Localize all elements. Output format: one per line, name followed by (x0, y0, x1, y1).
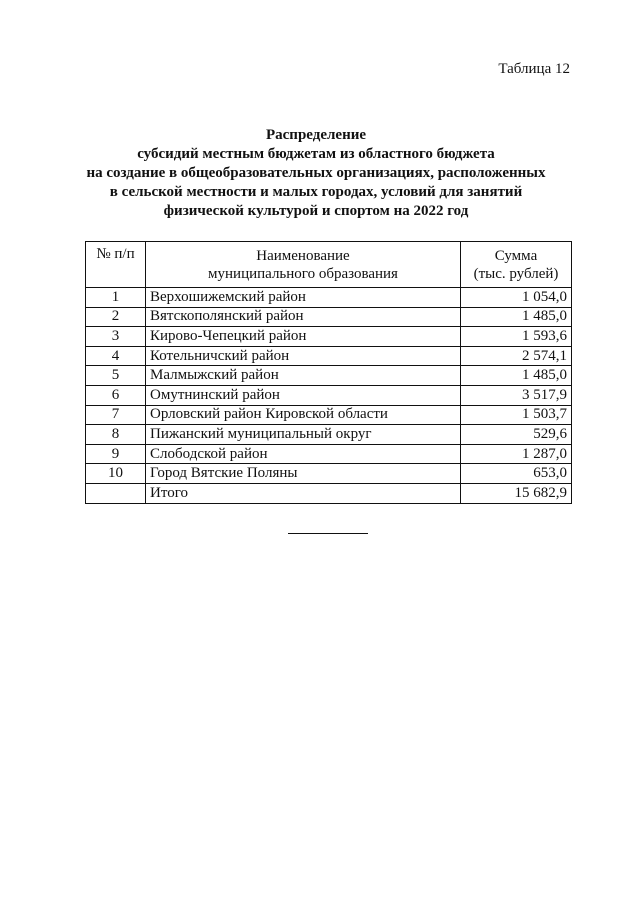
row-number: 3 (86, 327, 146, 347)
closing-divider (288, 533, 368, 534)
row-sum: 1 054,0 (461, 288, 572, 308)
row-number: 9 (86, 444, 146, 464)
row-number: 10 (86, 464, 146, 484)
table-row (86, 327, 572, 347)
table-total-row (86, 483, 572, 503)
row-number: 1 (86, 288, 146, 308)
table-header-row (86, 242, 572, 288)
row-sum: 3 517,9 (461, 385, 572, 405)
row-number: 5 (86, 366, 146, 386)
header-number-text: № п/п (96, 246, 135, 262)
title-line: в сельской местности и малых городах, условий для занятий (109, 184, 523, 200)
title-line: Распределение (265, 127, 367, 143)
header-name (146, 242, 461, 288)
row-name: Малмыжский район (146, 366, 461, 386)
row-number: 7 (86, 405, 146, 425)
row-sum: 653,0 (461, 464, 572, 484)
row-name: Кирово-Чепецкий район (146, 327, 461, 347)
row-name: Омутнинский район (146, 385, 461, 405)
header-sum (461, 242, 572, 288)
header-name-line1: Наименование (256, 247, 350, 264)
title-line: субсидий местным бюджетам из областного бюджета (137, 146, 495, 162)
row-name: Орловский район Кировской области (146, 405, 461, 425)
row-sum: 1 287,0 (461, 444, 572, 464)
row-sum: 1 485,0 (461, 366, 572, 386)
table-row (86, 405, 572, 425)
total-label: Итого (146, 483, 461, 503)
row-sum: 1 503,7 (461, 405, 572, 425)
row-number: 8 (86, 425, 146, 445)
header-sum-line2: (тыс. рублей) (473, 265, 559, 282)
document-title (0, 126, 632, 221)
table-row (86, 444, 572, 464)
table-row (86, 464, 572, 484)
total-sum: 15 682,9 (461, 483, 572, 503)
row-sum: 2 574,1 (461, 346, 572, 366)
row-sum: 1 593,6 (461, 327, 572, 347)
table-row (86, 366, 572, 386)
distribution-table (85, 241, 572, 504)
title-line: на создание в общеобразовательных организациях, расположенных (86, 165, 546, 181)
row-number: 6 (86, 385, 146, 405)
table-row (86, 346, 572, 366)
total-number-empty (86, 483, 146, 503)
row-name: Пижанский муниципальный округ (146, 425, 461, 445)
row-name: Вятскополянский район (146, 307, 461, 327)
header-number (86, 242, 146, 288)
table-row (86, 425, 572, 445)
table-row (86, 288, 572, 308)
row-name: Верхошижемский район (146, 288, 461, 308)
row-sum: 529,6 (461, 425, 572, 445)
table-number-label: Таблица 12 (498, 61, 570, 77)
title-line: физической культурой и спортом на 2022 год (163, 203, 469, 219)
row-sum: 1 485,0 (461, 307, 572, 327)
table-row (86, 307, 572, 327)
row-name: Котельничский район (146, 346, 461, 366)
row-name: Слободской район (146, 444, 461, 464)
header-name-line2: муниципального образования (208, 265, 398, 282)
row-number: 2 (86, 307, 146, 327)
table-row (86, 385, 572, 405)
row-number: 4 (86, 346, 146, 366)
row-name: Город Вятские Поляны (146, 464, 461, 484)
header-sum-line1: Сумма (494, 247, 538, 264)
